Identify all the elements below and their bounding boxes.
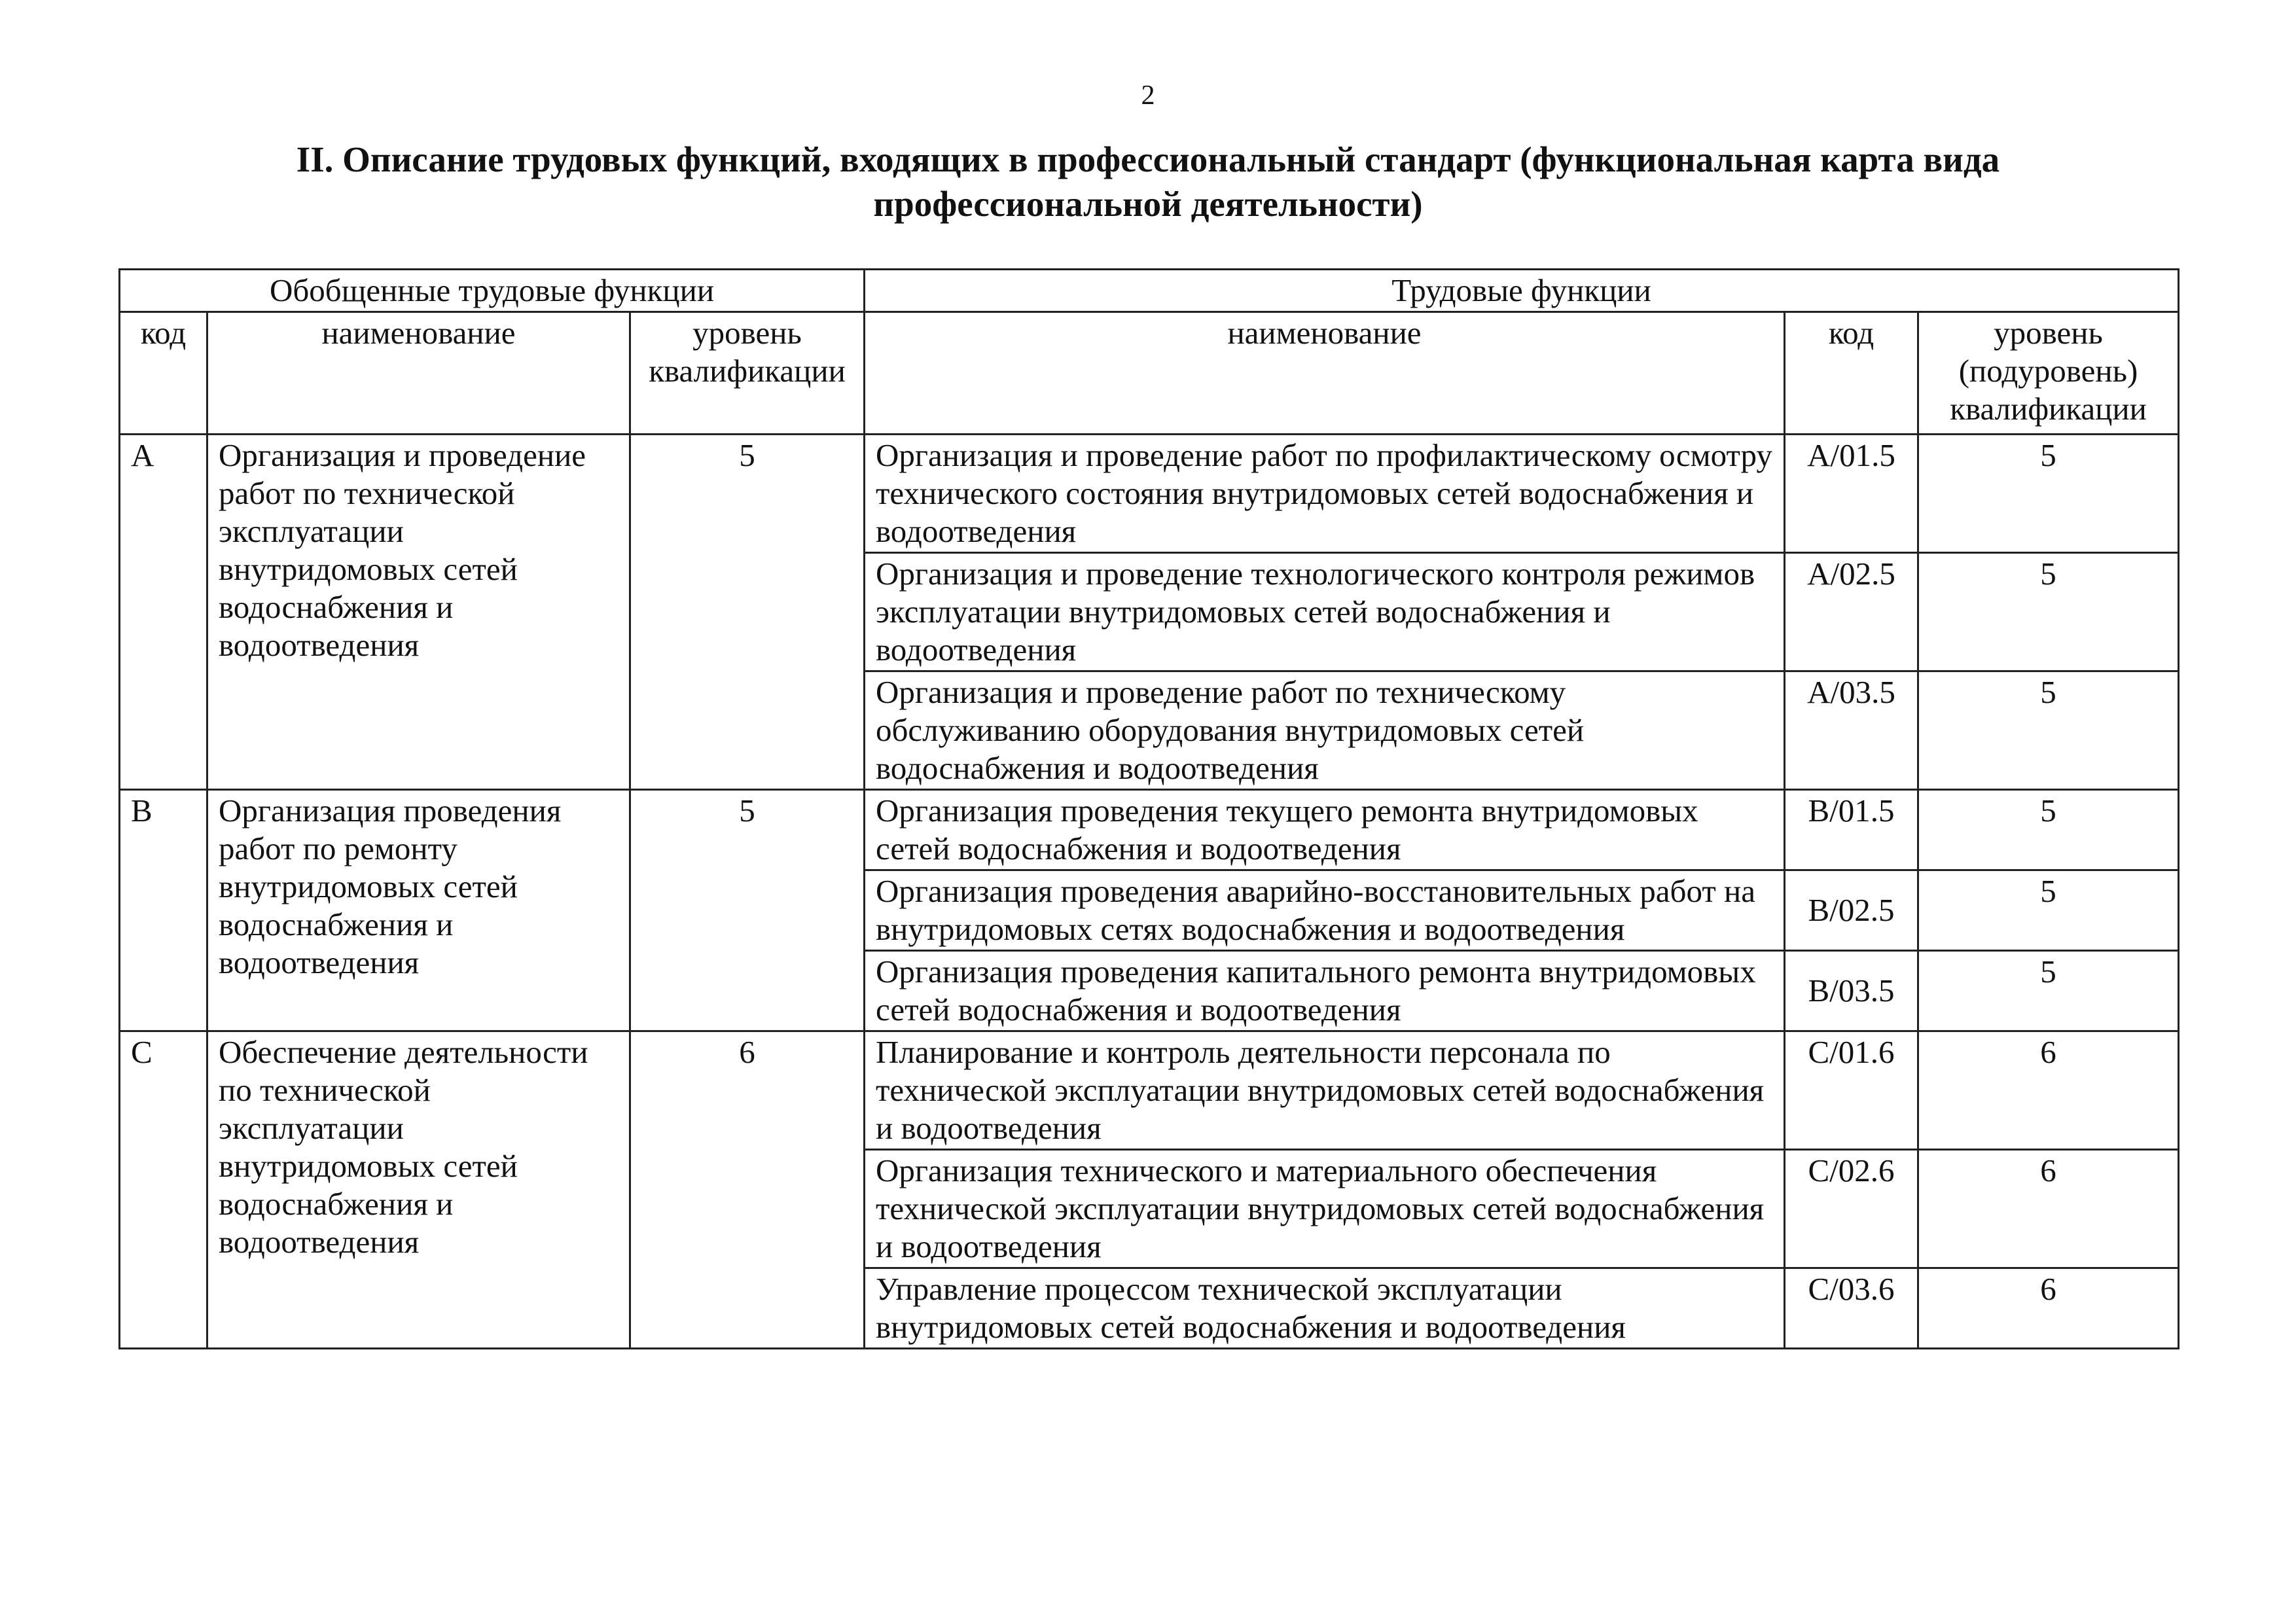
header-name: наименование <box>207 312 630 435</box>
function-name: Организация и проведение работ по техническому обслуживанию оборудования внутридомовых сетей водоснабжения и водоотведения <box>865 671 1785 790</box>
function-level: 5 <box>1918 790 2179 870</box>
function-name: Организация и проведение технологического контроля режимов эксплуатации внутридомовых сетей водоснабжения и водоотведения <box>865 553 1785 671</box>
group-level: 5 <box>630 790 865 1031</box>
function-level: 5 <box>1918 671 2179 790</box>
function-name: Организация проведения текущего ремонта внутридомовых сетей водоснабжения и водоотведения <box>865 790 1785 870</box>
function-name: Организация проведения аварийно-восстановительных работ на внутридомовых сетях водоснабжения и водоотведения <box>865 870 1785 951</box>
function-level: 5 <box>1918 435 2179 553</box>
header-function-level: уровень (подуровень) квалификации <box>1918 312 2179 435</box>
function-code: A/03.5 <box>1785 671 1918 790</box>
function-level: 6 <box>1918 1031 2179 1150</box>
function-code: B/02.5 <box>1785 870 1918 951</box>
function-code: B/03.5 <box>1785 951 1918 1031</box>
functional-map-table <box>118 268 2179 1349</box>
group-header-row <box>120 270 2179 312</box>
header-level: уровень квалификации <box>630 312 865 435</box>
function-level: 5 <box>1918 951 2179 1031</box>
function-code: B/01.5 <box>1785 790 1918 870</box>
table-row <box>120 790 2179 870</box>
group-level: 6 <box>630 1031 865 1349</box>
table-row <box>120 1031 2179 1150</box>
function-code: C/01.6 <box>1785 1031 1918 1150</box>
group-code: C <box>120 1031 207 1349</box>
function-name: Организация технического и материального обеспечения технической эксплуатации внутридомовых сетей водоснабжения и водоотведения <box>865 1150 1785 1268</box>
function-level: 6 <box>1918 1268 2179 1349</box>
table-row <box>120 435 2179 553</box>
function-code: C/02.6 <box>1785 1150 1918 1268</box>
group-name: Обеспечение деятельности по технической эксплуатации внутридомовых сетей водоснабжения и водоотведения <box>207 1031 630 1349</box>
function-level: 5 <box>1918 870 2179 951</box>
function-level: 6 <box>1918 1150 2179 1268</box>
header-function-name: наименование <box>865 312 1785 435</box>
title-line-1: II. Описание трудовых функций, входящих в профессиональный стандарт (функциональная карта вида <box>296 139 2000 179</box>
generalized-functions-header: Обобщенные трудовые функции <box>120 270 865 312</box>
function-name: Управление процессом технической эксплуатации внутридомовых сетей водоснабжения и водоотведения <box>865 1268 1785 1349</box>
group-level: 5 <box>630 435 865 790</box>
function-code: A/01.5 <box>1785 435 1918 553</box>
page-number: 2 <box>1141 80 1155 111</box>
function-name: Организация проведения капитального ремонта внутридомовых сетей водоснабжения и водоотведения <box>865 951 1785 1031</box>
group-name: Организация и проведение работ по технической эксплуатации внутридомовых сетей водоснабжения и водоотведения <box>207 435 630 790</box>
function-name: Планирование и контроль деятельности персонала по технической эксплуатации внутридомовых сетей водоснабжения и водоотведения <box>865 1031 1785 1150</box>
group-name: Организация проведения работ по ремонту внутридомовых сетей водоснабжения и водоотведения <box>207 790 630 1031</box>
function-code: C/03.6 <box>1785 1268 1918 1349</box>
header-function-code: код <box>1785 312 1918 435</box>
function-code: A/02.5 <box>1785 553 1918 671</box>
title-line-2: профессиональной деятельности) <box>873 184 1423 224</box>
group-code: A <box>120 435 207 790</box>
column-header-row <box>120 312 2179 435</box>
group-code: B <box>120 790 207 1031</box>
function-name: Организация и проведение работ по профилактическому осмотру технического состояния внутридомовых сетей водоснабжения и водоотведения <box>865 435 1785 553</box>
function-level: 5 <box>1918 553 2179 671</box>
labor-functions-header: Трудовые функции <box>865 270 2179 312</box>
header-code: код <box>120 312 207 435</box>
page-title <box>118 137 2178 226</box>
